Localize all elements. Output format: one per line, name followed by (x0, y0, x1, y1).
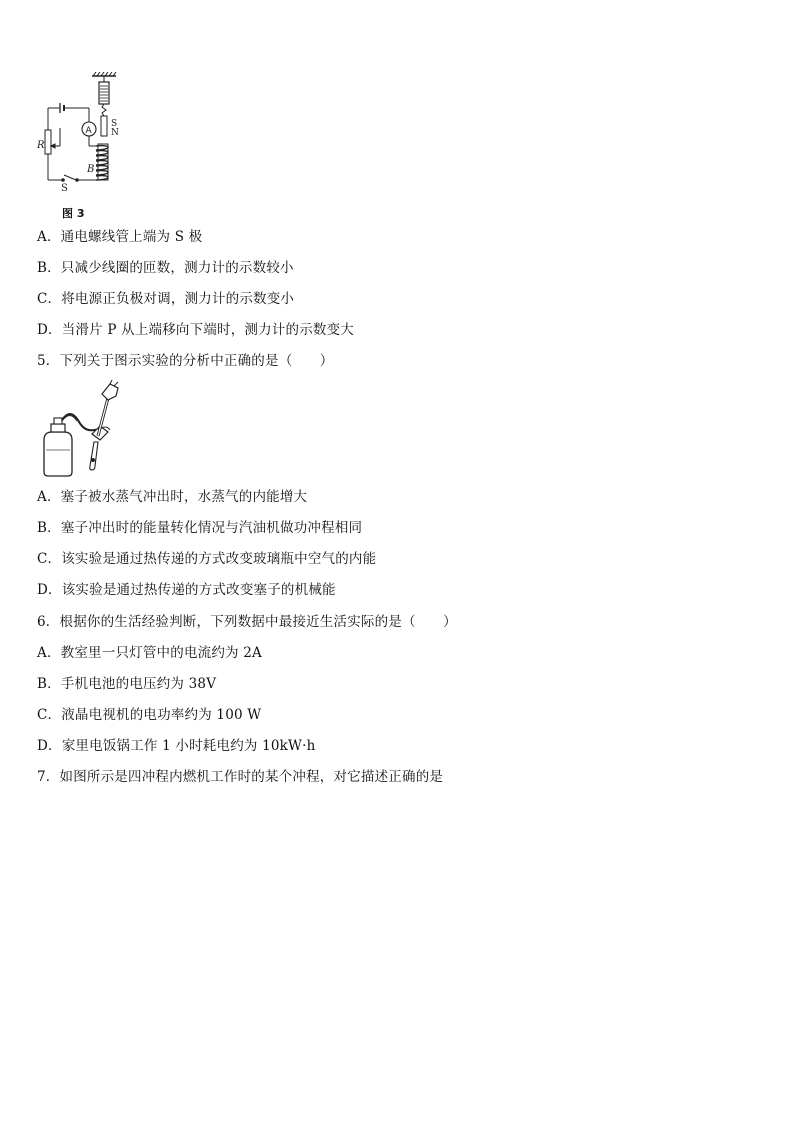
q4-option-c: C．将电源正负极对调，测力计的示数变小 (37, 291, 295, 307)
q6-option-c: C．液晶电视机的电功率约为 100 W (37, 707, 262, 723)
q6-option-a: A．教室里一只灯管中的电流约为 2A (37, 645, 262, 661)
resistor-r-label: R (37, 140, 45, 151)
magnet-n-pole-label: N (111, 128, 119, 138)
switch-s-label: S (61, 183, 68, 194)
q4-option-a: A．通电螺线管上端为 S 极 (37, 229, 203, 245)
q5-option-c: C．该实验是通过热传递的方式改变玻璃瓶中空气的内能 (37, 551, 377, 567)
q6-stem: 6．根据你的生活经验判断，下列数据中最接近生活实际的是（ ） (37, 614, 457, 630)
q6-option-d: D．家里电饭锅工作 1 小时耗电约为 10kW·h (37, 738, 316, 754)
q5-option-d: D．该实验是通过热传递的方式改变塞子的机械能 (37, 582, 336, 598)
q5-option-b: B．塞子冲出时的能量转化情况与汽油机做功冲程相同 (37, 520, 363, 536)
figure-3-circuit-diagram (36, 72, 136, 202)
solenoid-b-label: B (87, 164, 95, 175)
q5-option-a: A．塞子被水蒸气冲出时，水蒸气的内能增大 (37, 489, 308, 505)
magnet-s-pole-label: S (111, 119, 118, 129)
q4-option-d: D．当滑片 P 从上端移向下端时，测力计的示数变大 (37, 322, 354, 338)
figure-3-caption: 图 3 (62, 207, 85, 220)
q7-stem: 7．如图所示是四冲程内燃机工作时的某个冲程，对它描述正确的是 (37, 769, 444, 785)
q6-option-b: B．手机电池的电压约为 38V (37, 676, 217, 692)
q4-option-b: B．只减少线圈的匝数，测力计的示数较小 (37, 260, 294, 276)
steam-flask-experiment-figure (38, 380, 130, 480)
q5-stem: 5．下列关于图示实验的分析中正确的是（ ） (37, 353, 334, 369)
ammeter-a-label: A (85, 126, 92, 136)
